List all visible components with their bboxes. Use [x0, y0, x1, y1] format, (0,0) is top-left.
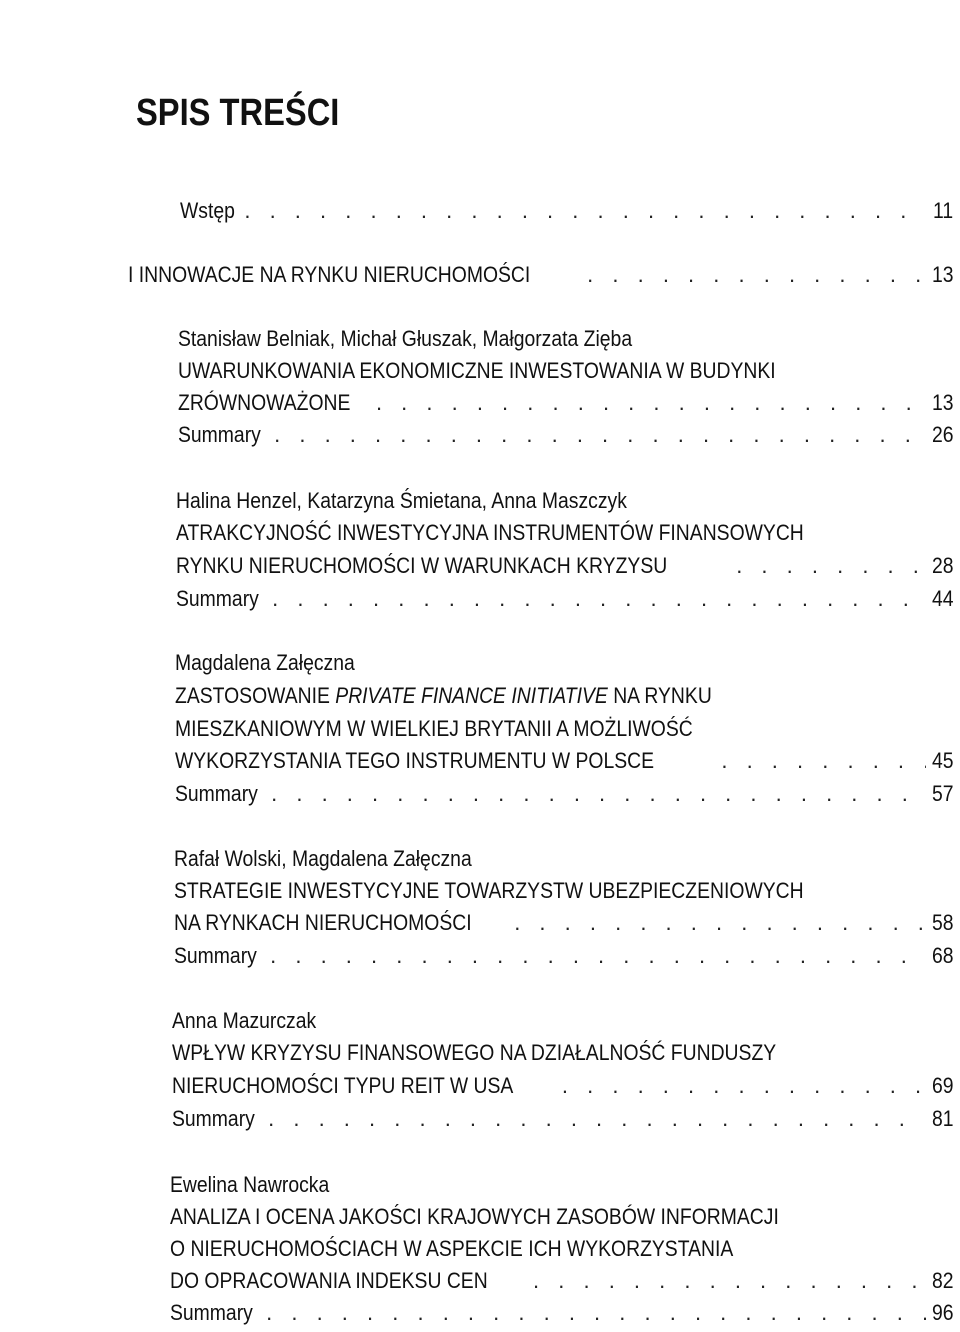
summary-label: Summary — [174, 943, 257, 968]
chapter-authors: Stanisław Belniak, Michał Głuszak, Małgorzata Zięba — [178, 326, 633, 351]
page-number: 26 — [931, 422, 954, 447]
toc-summary-6[interactable] — [170, 1300, 956, 1326]
toc-entry-wstep[interactable] — [180, 198, 956, 224]
summary-label: Summary — [178, 422, 261, 447]
chapter-title-line: NA RYNKACH NIERUCHOMOŚCI — [174, 910, 472, 935]
dot-leader — [736, 553, 925, 579]
dot-leader — [533, 1268, 926, 1294]
chapter-title-line: RYNKU NIERUCHOMOŚCI W WARUNKACH KRYZYSU — [176, 553, 668, 578]
page-number: 58 — [931, 910, 954, 935]
toc-chapter-6[interactable] — [170, 1268, 956, 1294]
page-number: 13 — [931, 390, 954, 415]
toc-chapter-3[interactable] — [175, 748, 956, 774]
chapter-title-line: NIERUCHOMOŚCI TYPU REIT W USA — [172, 1073, 514, 1098]
dot-leader — [266, 1300, 925, 1326]
dot-leader — [268, 1106, 925, 1132]
dot-leader — [272, 586, 925, 612]
italic-term: PRIVATE FINANCE INITIATIVE — [335, 683, 608, 708]
chapter-title-line: UWARUNKOWANIA EKONOMICZNE INWESTOWANIA W BUDYNKI — [178, 358, 776, 383]
page-number: 44 — [931, 586, 954, 611]
chapter-authors: Ewelina Nawrocka — [170, 1172, 330, 1197]
dot-leader — [562, 1073, 926, 1099]
chapter-title-line: DO OPRACOWANIA INDEKSU CEN — [170, 1268, 488, 1293]
chapter-authors: Halina Henzel, Katarzyna Śmietana, Anna Maszczyk — [176, 488, 627, 513]
toc-chapter-4[interactable] — [174, 910, 956, 936]
dot-leader — [514, 910, 925, 936]
summary-label: Summary — [176, 586, 259, 611]
page-number: 45 — [931, 748, 954, 773]
chapter-authors: Magdalena Załęczna — [175, 650, 355, 675]
toc-section-1[interactable] — [128, 262, 956, 288]
page-title: SPIS TREŚCI — [136, 92, 340, 134]
page-number: 13 — [931, 262, 954, 287]
summary-label: Summary — [175, 781, 258, 806]
chapter-authors: Rafał Wolski, Magdalena Załęczna — [174, 846, 472, 871]
toc-summary-1[interactable] — [178, 422, 956, 448]
dot-leader — [587, 262, 925, 288]
page-number: 11 — [933, 198, 954, 223]
toc-summary-3[interactable] — [175, 781, 956, 807]
page-number: 28 — [931, 553, 954, 578]
chapter-title-line: WPŁYW KRYZYSU FINANSOWEGO NA DZIAŁALNOŚĆ FUNDUSZY — [172, 1040, 777, 1065]
summary-label: Summary — [172, 1106, 255, 1131]
toc-summary-2[interactable] — [176, 586, 956, 612]
chapter-title-line: MIESZKANIOWYM W WIELKIEJ BRYTANII A MOŻLIWOŚĆ — [175, 716, 693, 741]
page-number: 82 — [931, 1268, 954, 1293]
dot-leader — [271, 781, 925, 807]
dot-leader — [376, 390, 926, 416]
chapter-title-line: WYKORZYSTANIA TEGO INSTRUMENTU W POLSCE — [175, 748, 655, 773]
toc-summary-4[interactable] — [174, 943, 956, 969]
toc-summary-5[interactable] — [172, 1106, 956, 1132]
chapter-title-line: O NIERUCHOMOŚCIACH W ASPEKCIE ICH WYKORZYSTANIA — [170, 1236, 734, 1261]
chapter-title-line: ZRÓWNOWAŻONE — [178, 390, 351, 415]
dot-leader — [270, 943, 925, 969]
chapter-title-line: ZASTOSOWANIE PRIVATE FINANCE INITIATIVE NA RYNKU — [175, 683, 712, 708]
page-number: 69 — [931, 1073, 954, 1098]
chapter-title-line: STRATEGIE INWESTYCYJNE TOWARZYSTW UBEZPIECZENIOWYCH — [174, 878, 804, 903]
dot-leader — [721, 748, 925, 774]
dot-leader — [274, 422, 925, 448]
summary-label: Summary — [170, 1300, 253, 1325]
page-number: 57 — [931, 781, 954, 806]
toc-chapter-1[interactable] — [178, 390, 956, 416]
section-label: I INNOWACJE NA RYNKU NIERUCHOMOŚCI — [128, 262, 531, 287]
chapter-title-line: ANALIZA I OCENA JAKOŚCI KRAJOWYCH ZASOBÓW INFORMACJI — [170, 1204, 779, 1229]
toc-chapter-2[interactable] — [176, 553, 956, 579]
page-number: 81 — [931, 1106, 954, 1131]
page-number: 68 — [931, 943, 954, 968]
toc-entry-label: Wstęp — [180, 198, 235, 223]
chapter-authors: Anna Mazurczak — [172, 1008, 317, 1033]
toc-chapter-5[interactable] — [172, 1073, 956, 1099]
dot-leader — [244, 198, 927, 224]
page-number: 96 — [931, 1300, 954, 1325]
chapter-title-line: ATRAKCYJNOŚĆ INWESTYCYJNA INSTRUMENTÓW FINANSOWYCH — [176, 520, 804, 545]
